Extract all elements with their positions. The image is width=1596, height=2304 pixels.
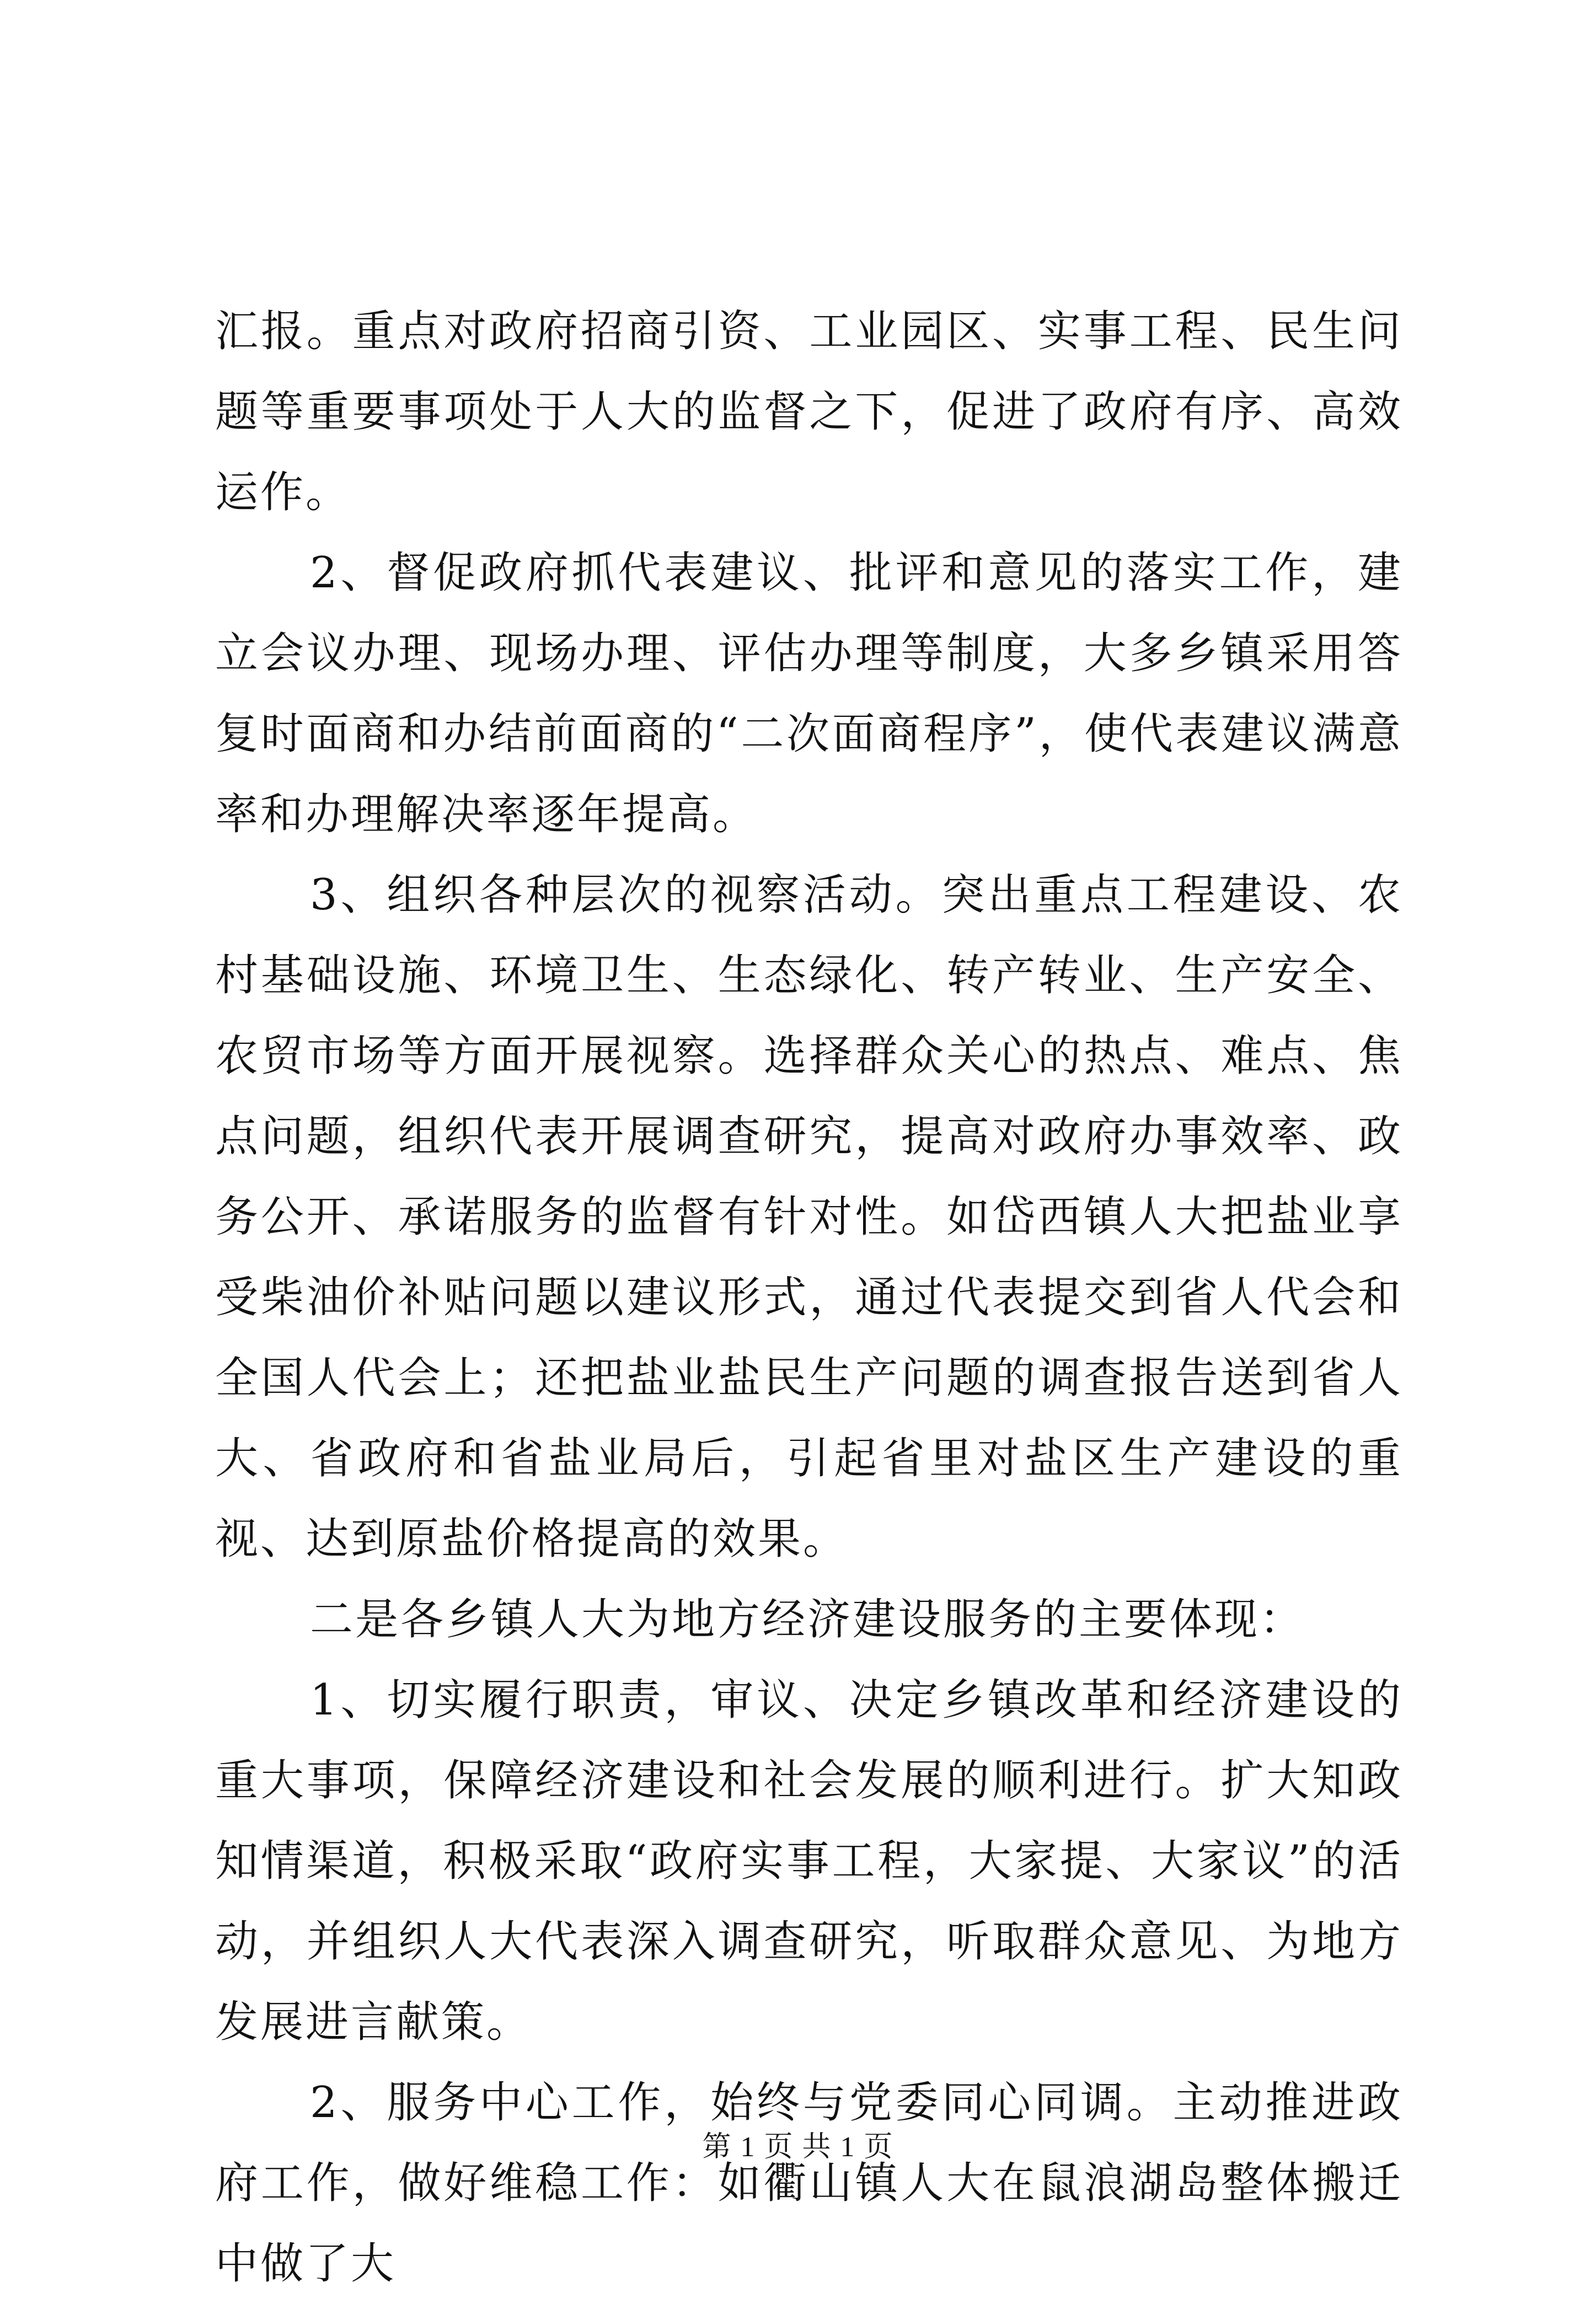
document-body <box>215 291 1403 2304</box>
page-footer: 第 1 页 共 1 页 <box>702 2131 894 2163</box>
paragraph-2: 2、督促政府抓代表建议、批评和意见的落实工作，建立会议办理、现场办理、评估办理等制度，大多乡镇采用答复时面商和办结前面商的“二次面商程序”，使代表建议满意率和办理解决率逐年提高。 <box>215 548 1403 839</box>
paragraph-4: 二是各乡镇人大为地方经济建设服务的主要体现： <box>310 1595 1305 1644</box>
paragraph-6: 2、服务中心工作，始终与党委同心同调。主动推进政府工作，做好维稳工作：如衢山镇人大在鼠浪湖岛整体搬迁中做了大 <box>215 2078 1403 2289</box>
paragraph-1: 汇报。重点对政府招商引资、工业园区、实事工程、民生问题等重要事项处于人大的监督之下，促进了政府有序、高效运作。 <box>215 307 1403 517</box>
paragraph-3: 3、组织各种层次的视察活动。突出重点工程建设、农村基础设施、环境卫生、生态绿化、转产转业、生产安全、农贸市场等方面开展视察。选择群众关心的热点、难点、焦点问题，组织代表开展调查研究，提高对政府办事效率、政务公开、承诺服务的监督有针对性。如岱西镇人大把盐业享受柴油价补贴问题以建议形式，通过代表提交到省人代会和全国人代会上；还把盐业盐民生产问题的调查报告送到省人大、省政府和省盐业局后，引起省里对盐区生产建设的重视、达到原盐价格提高的效果。 <box>215 870 1403 1564</box>
paragraph-5: 1、切实履行职责，审议、决定乡镇改革和经济建设的重大事项，保障经济建设和社会发展的顺利进行。扩大知政知情渠道，积极采取“政府实事工程，大家提、大家议”的活动，并组织人大代表深入调查研究，听取群众意见、为地方发展进言献策。 <box>215 1675 1403 2047</box>
